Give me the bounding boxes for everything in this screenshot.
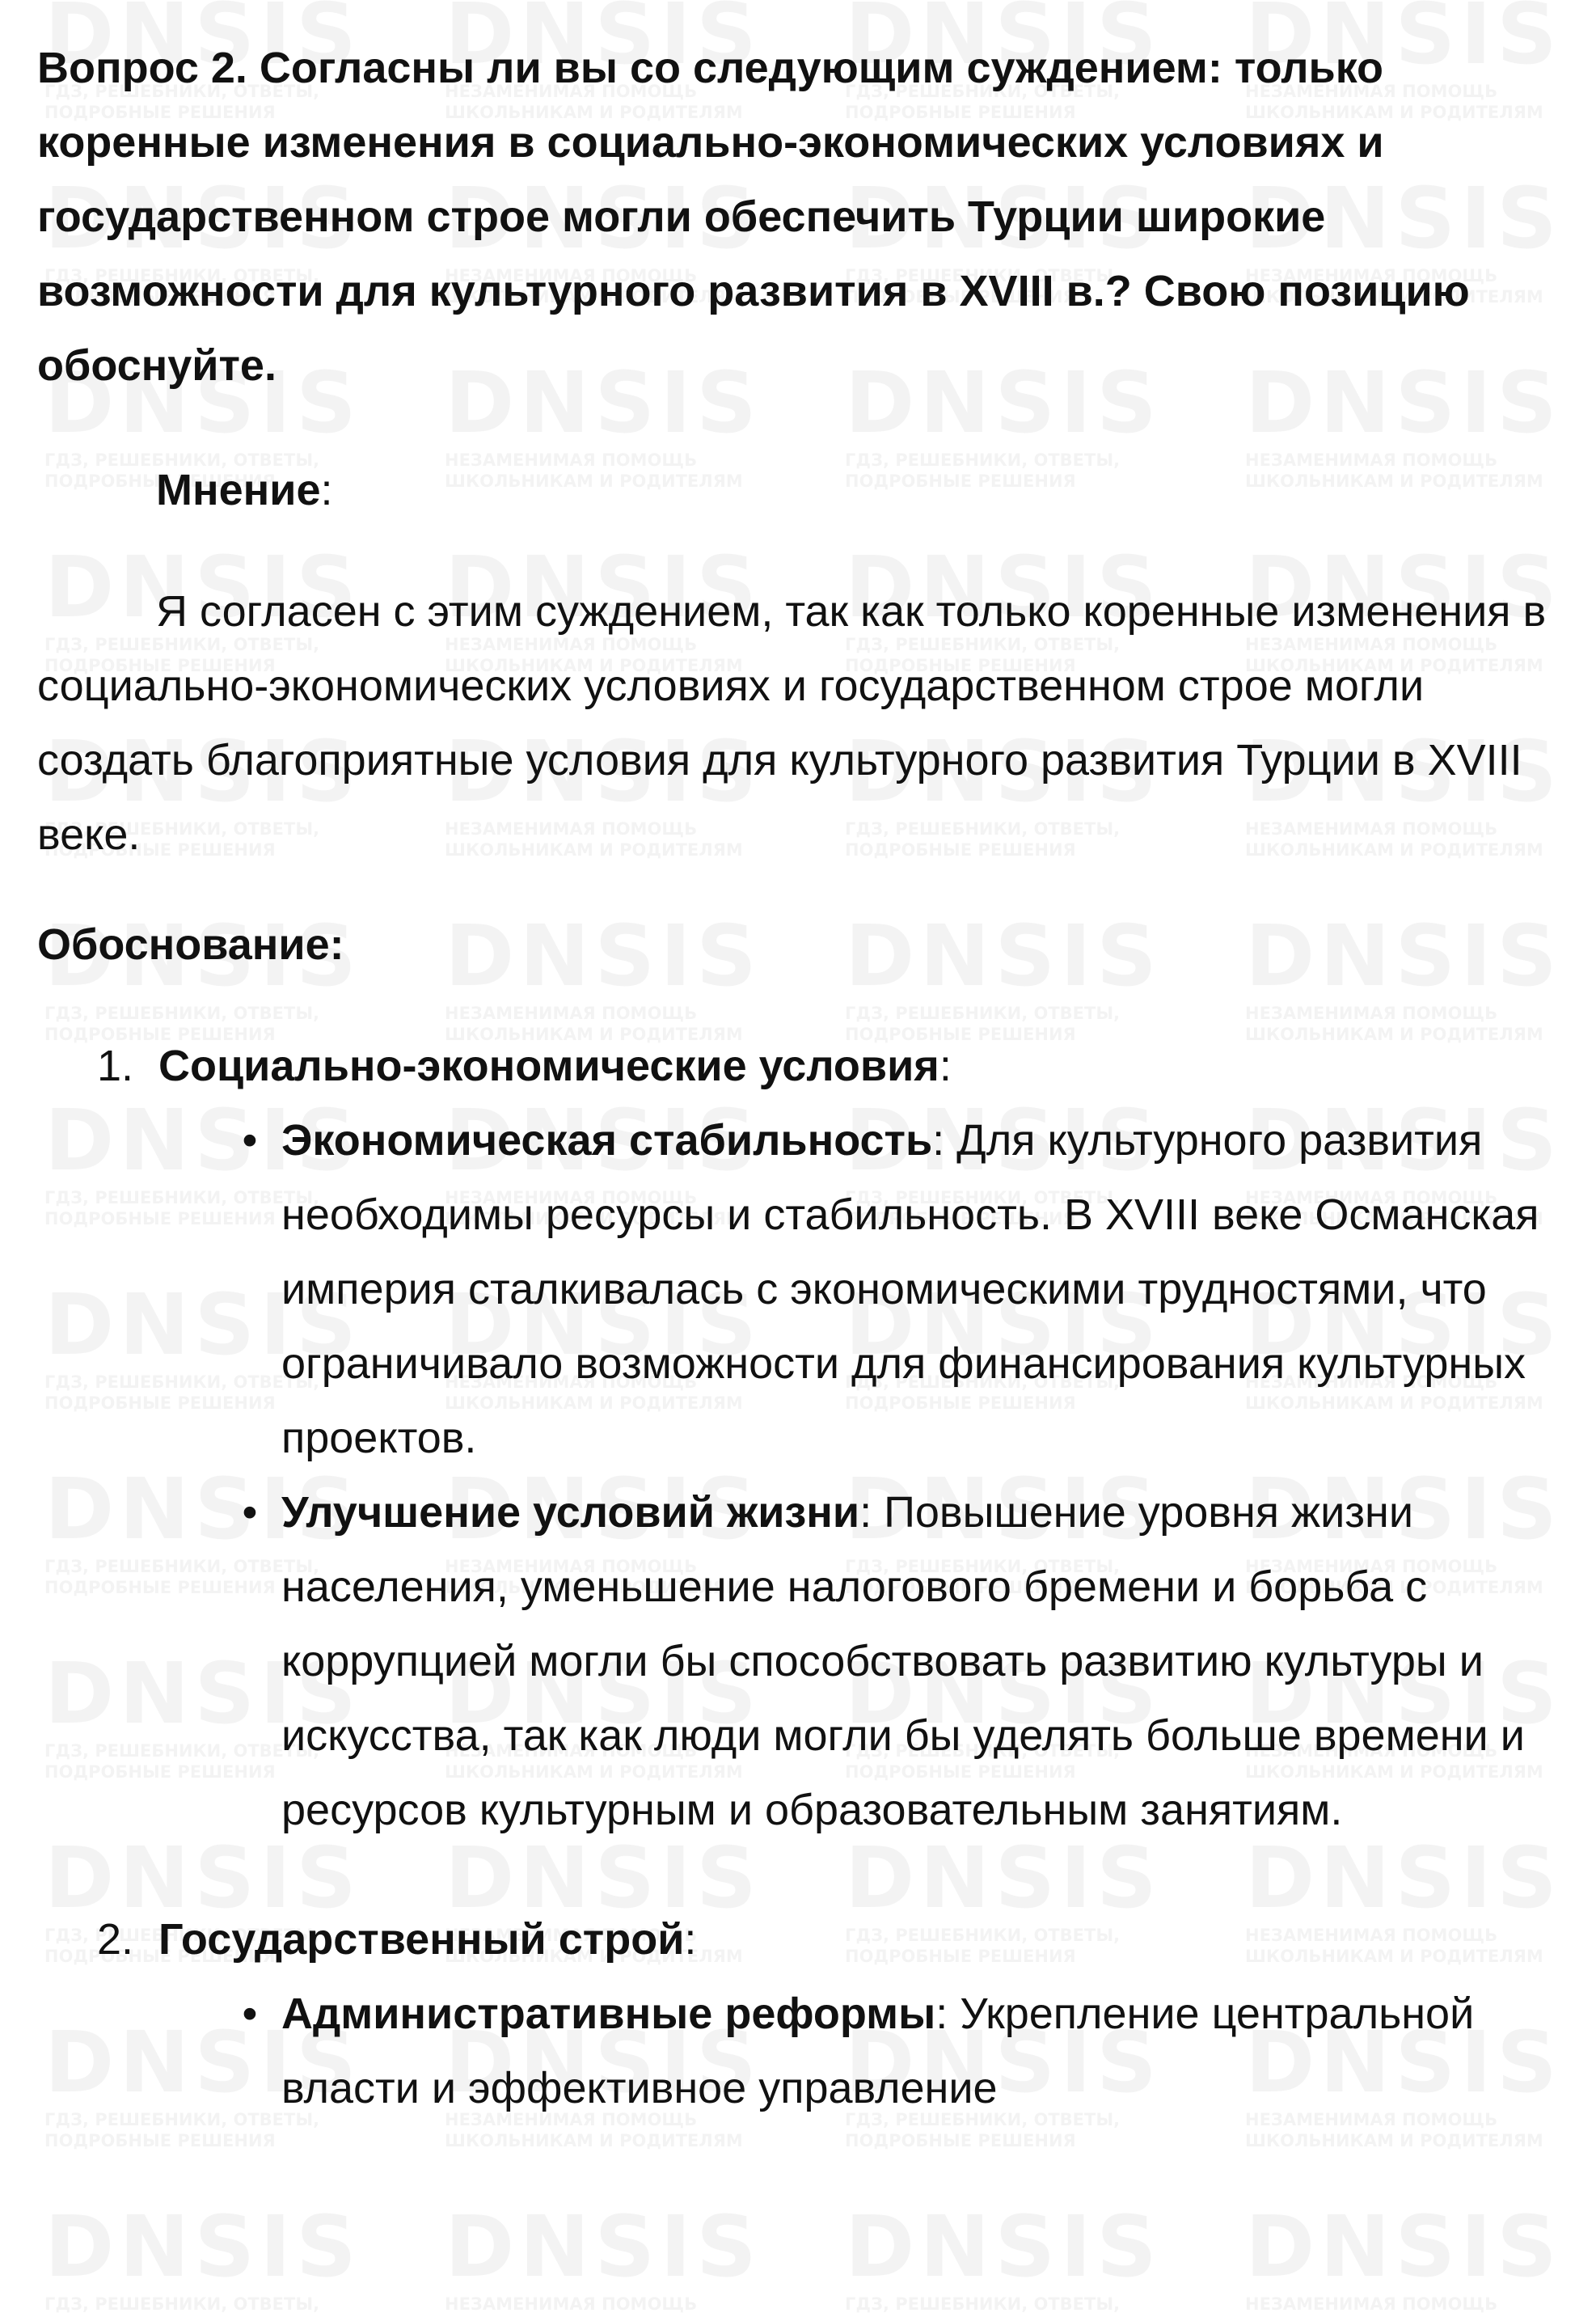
watermark-tagline bbox=[845, 2294, 1184, 2313]
opinion-heading bbox=[37, 453, 1559, 527]
watermark-tile bbox=[44, 2205, 384, 2313]
watermark-logo bbox=[845, 2205, 1184, 2289]
watermark-tagline-line bbox=[845, 2130, 1184, 2151]
subpoint-term: Административные реформы bbox=[281, 1990, 936, 2038]
watermark-tagline bbox=[1245, 2294, 1585, 2313]
point-number: 2. bbox=[97, 1915, 134, 1964]
watermark-tagline-line bbox=[44, 2294, 384, 2313]
watermark-tagline-line bbox=[1245, 2130, 1585, 2151]
subpoint-text: : Укрепление центральной власти и эффективное управление bbox=[281, 1990, 1475, 2112]
watermark-tagline bbox=[44, 2294, 384, 2313]
watermark-tagline-line bbox=[445, 2294, 784, 2313]
watermark-logo bbox=[1245, 2205, 1585, 2289]
watermark-tile bbox=[1245, 2205, 1585, 2313]
opinion-label: Мнение bbox=[156, 466, 321, 514]
bullet-icon: • bbox=[242, 1488, 258, 1537]
subpoint-item bbox=[37, 1103, 1559, 1475]
opinion-colon: : bbox=[320, 466, 333, 514]
subpoint-list bbox=[158, 1103, 1559, 1847]
bullet-icon: • bbox=[242, 1116, 258, 1165]
point-number: 1. bbox=[97, 1042, 134, 1090]
justification-point bbox=[37, 1029, 1559, 1847]
point-colon: : bbox=[684, 1915, 697, 1964]
subpoint-term: Экономическая стабильность bbox=[281, 1116, 933, 1165]
opinion-paragraph: Я согласен с этим суждением, так как только коренные изменения в социально-экономических условиях и государственном строе могли создать благоприятные условия для культурного развития Турции в XVIII веке. bbox=[37, 587, 1547, 859]
watermark-tile bbox=[445, 2205, 784, 2313]
watermark-tagline-line bbox=[845, 2294, 1184, 2313]
subpoint-term: Улучшение условий жизни bbox=[281, 1488, 860, 1537]
subpoint-list bbox=[158, 1977, 1559, 2125]
subpoint-text: : Для культурного развития необходимы ресурсы и стабильность. В XVIII веке Османская империя сталкивалась с экономическими трудностями, что ограничивало возможности для финансирования культурных проектов. bbox=[281, 1116, 1539, 1462]
point-title: Социально-экономические условия bbox=[158, 1042, 939, 1090]
question-heading: Вопрос 2. Согласны ли вы со следующим суждением: только коренные изменения в социально-экономических условиях и государственном строе могли обеспечить Турции широкие возможности для культурного развития в XVIII в.? Свою позицию обоснуйте. bbox=[37, 44, 1470, 390]
watermark-tagline-line bbox=[445, 2130, 784, 2151]
watermark-logo bbox=[44, 2205, 384, 2289]
watermark-tagline-line bbox=[44, 2130, 384, 2151]
justification-heading: Обоснование: bbox=[37, 920, 344, 969]
subpoint-item bbox=[37, 1475, 1559, 1847]
point-colon: : bbox=[939, 1042, 952, 1090]
justification-list bbox=[37, 1029, 1559, 2125]
watermark-tagline bbox=[445, 2294, 784, 2313]
subpoint-item bbox=[37, 1977, 1559, 2125]
watermark-tile bbox=[845, 2205, 1184, 2313]
watermark-logo bbox=[445, 2205, 784, 2289]
subpoint-text: : Повышение уровня жизни населения, уменьшение налогового бремени и борьба с коррупцией могли бы способствовать развитию культуры и искусства, так как люди могли бы уделять больше времени и ресурсов культурным и образовательным занятиям. bbox=[281, 1488, 1525, 1834]
justification-point bbox=[37, 1902, 1559, 2125]
watermark-tagline-line bbox=[1245, 2294, 1585, 2313]
point-title: Государственный строй bbox=[158, 1915, 685, 1964]
bullet-icon: • bbox=[242, 1990, 258, 2038]
